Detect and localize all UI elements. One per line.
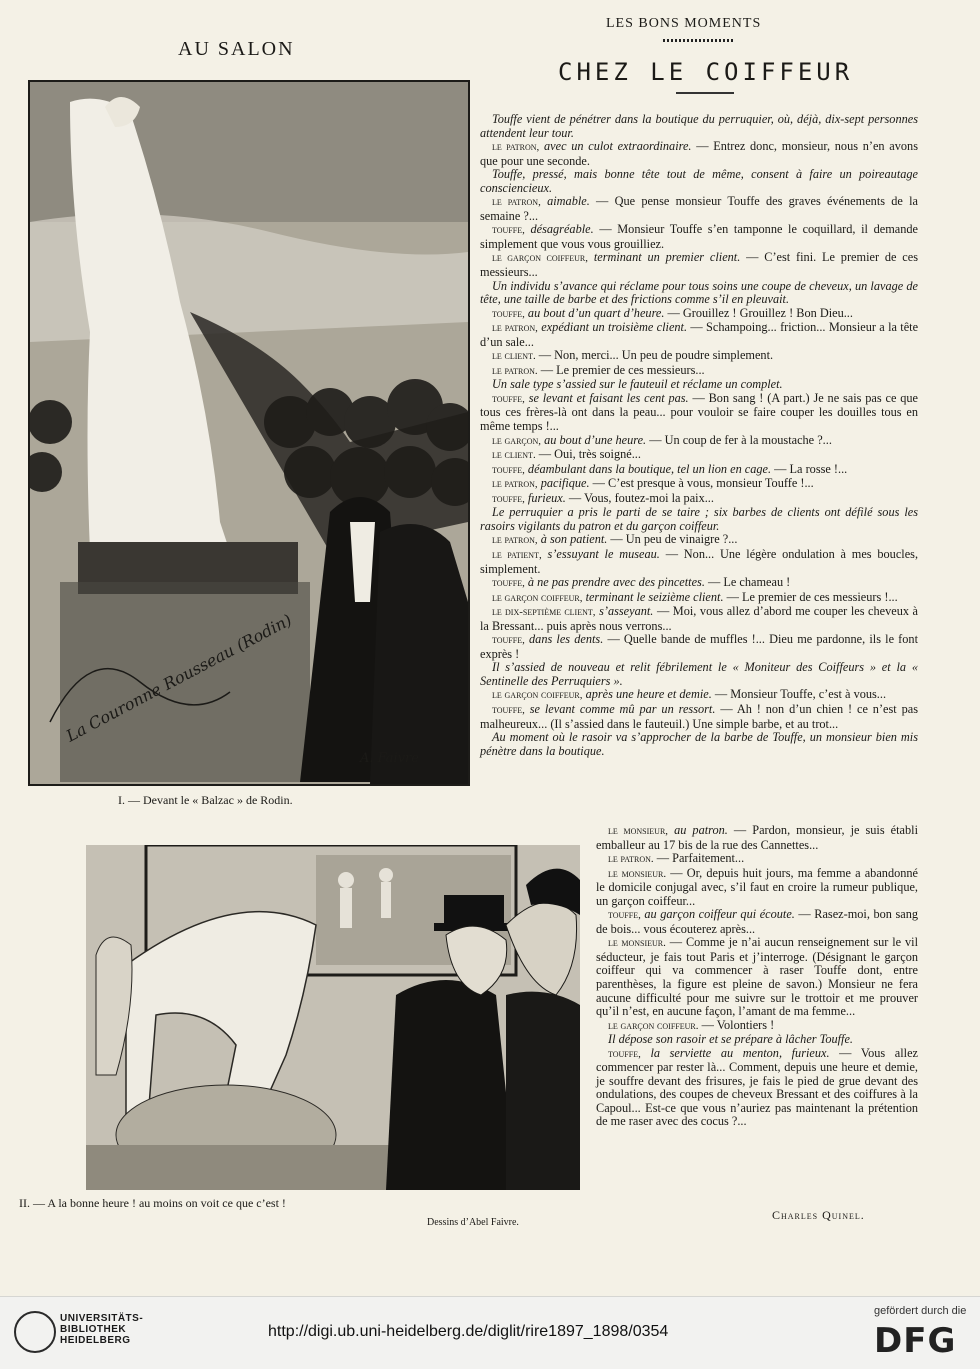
paragraph (480, 548, 918, 576)
stage-direction: après une heure et demie. (585, 687, 712, 702)
paragraph (480, 307, 918, 322)
stage-direction: se levant comme mû par un ressort. (529, 701, 716, 716)
paragraph (596, 936, 918, 1018)
paragraph (480, 591, 918, 606)
stage-direction: Un sale type s’assied sur le fauteuil et réclame un complet. (492, 377, 783, 392)
stage-direction: terminant le seizième client. (585, 589, 724, 604)
stage-direction: Touffe vient de pénétrer dans la boutique du perruquier, où, déjà, dix-sept personnes attendent leur tour. (480, 112, 918, 140)
paragraph (480, 321, 918, 349)
dialogue-text: — Le chameau ! (708, 575, 791, 590)
dialogue-text: — Moi, vous allez d’abord me couper les cheveux à la Bressant... puis après nous verrons... (480, 604, 918, 633)
paragraph (480, 463, 918, 478)
author-signature: Charles Quinel. (772, 1208, 865, 1222)
dialogue-text: — Le premier de ces messieurs... (540, 362, 705, 377)
paragraph (480, 434, 918, 449)
stage-direction: désagréable. (530, 222, 594, 237)
digitization-footer (0, 1296, 980, 1369)
dialogue-text: — Bon sang ! (A part.) Je ne sais pas ce que tous ces frères-là ont dans la peau... pour vouloir se faire couper les douilles tous en même temps !... (480, 390, 918, 434)
stage-direction: à son patient. (540, 532, 608, 547)
paragraph (480, 533, 918, 548)
dialogue-text: — Vous, foutez-moi la paix... (568, 490, 714, 505)
paragraph (480, 392, 918, 434)
stage-direction: se levant et faisant les cent pas. (528, 390, 689, 405)
paragraph (596, 824, 918, 852)
paragraph (480, 140, 918, 168)
stage-direction: au patron. (674, 823, 728, 837)
dialogue-text: — Rasez-moi, bon sang de bois... vous écouterez après... (596, 907, 919, 936)
speaker-name: le monsieur. (608, 937, 666, 950)
header-ornament-rule (663, 39, 733, 42)
title-ornament-rule (676, 92, 734, 94)
paragraph (480, 633, 918, 661)
dfg-logo: DFG (874, 1321, 957, 1361)
speaker-name: le patron. (492, 364, 538, 377)
stage-direction: la serviette au menton, furieux. (650, 1045, 830, 1060)
speaker-name: le monsieur, (608, 825, 669, 837)
drawings-credit: Dessins d’Abel Faivre. (427, 1217, 519, 1228)
paragraph (480, 364, 918, 379)
paragraph (480, 113, 918, 140)
dialogue-text: — Grouillez ! Grouillez ! Bon Dieu... (667, 305, 853, 320)
dialogue-text: — Un peu de vinaigre ?... (610, 532, 738, 547)
stage-direction: avec un culot extraordinaire. (544, 139, 692, 154)
paragraph (480, 477, 918, 492)
paragraph (480, 223, 918, 251)
dialogue-text: — Schampoing... friction... Monsieur a la tête d’un sale... (480, 320, 919, 349)
dialogue-text: — La rosse !... (774, 461, 848, 476)
dialogue-text: — Ah ! non d’un chien ! ce n’est pas malheureux... (Il s’assied dans le fauteuil.) Une simple barbe, et au trot... (480, 701, 918, 731)
illustration-1-inscription: La Couronne Rousseau (Rodin) (62, 610, 295, 746)
dialogue-text: — Monsieur Touffe s’en tamponne le coquillard, il demande simplement que vous vous grouilliez. (480, 222, 918, 251)
dialogue-text: — Vous allez commencer par rester là... Comment, depuis une heure et demie, je souffre devant des frisures, je fais le pied de grue devant des ondulations, des coupes de cheveux Bressant et des coiffures à la Capoul... Est-ce que vous n’auriez pas maintenant la prétention de me raser avec des cocus ?... (596, 1045, 919, 1129)
illustration-coiffeur-scene (86, 845, 580, 1190)
stage-direction: Au moment où le rasoir va s’approcher de la barbe de Touffe, un monsieur bien mis pénètre dans la boutique. (480, 730, 918, 758)
dialogue-text: — C’est presque à vous, monsieur Touffe !... (592, 476, 814, 491)
dialogue-text: — Le premier de ces messieurs !... (726, 589, 898, 604)
dialogue-text: — Comme je n’ai aucun renseignement sur le vil séducteur, je fais tout Paris et j’interroge. (Désignant le garçon coiffeur qui va commencer à raser Touffe dont, entre parenthèses, la figure est pleine de savon.) Monsieur ne fera aucune difficulté pour me suivre sur le trottoir et me prouver qu’il n’est, en aucune façon, l’amant de ma femme... (596, 935, 918, 1019)
dialogue-text: — C’est fini. Le premier de ces messieurs... (480, 250, 919, 280)
speaker-name: touffe, (608, 1047, 641, 1060)
stage-direction: au garçon coiffeur qui écoute. (644, 907, 795, 922)
paragraph (480, 661, 918, 688)
figure-1-caption: I. — Devant le « Balzac » de Rodin. (118, 793, 293, 807)
dialogue-text: — Un coup de fer à la moustache ?... (649, 432, 832, 447)
article-text-column-2 (596, 824, 918, 1129)
illustration-balzac-rodin (28, 80, 470, 786)
speaker-name: touffe, (492, 577, 525, 590)
figure-2-caption: II. — A la bonne heure ! au moins on voit ce que c’est ! (19, 1196, 286, 1210)
university-seal-icon (14, 1311, 56, 1353)
paragraph (480, 280, 918, 307)
speaker-name: le garçon coiffeur, (492, 689, 583, 702)
dialogue-text: — Non... Une légère ondulation à mes boucles, simplement. (480, 546, 919, 576)
stage-direction: aimable. (547, 194, 590, 209)
speaker-name: le patient, (492, 548, 542, 561)
speaker-name: le garçon, (492, 434, 542, 447)
paragraph (480, 195, 918, 223)
speaker-name: le dix-septième client, (492, 606, 596, 619)
speaker-name: touffe, (492, 634, 525, 647)
paragraph (480, 605, 918, 633)
speaker-name: le garçon coiffeur, (492, 252, 588, 265)
speaker-name: le patron, (492, 534, 538, 547)
dialogue-text: — Monsieur Touffe, c’est à vous... (714, 687, 887, 702)
stage-direction: s’asseyant. (599, 604, 654, 619)
paragraph (480, 251, 918, 279)
paragraph (480, 506, 918, 533)
left-header: AU SALON (178, 38, 295, 60)
paragraph (596, 852, 918, 867)
speaker-name: touffe, (492, 703, 525, 716)
article-text-column-1 (480, 113, 918, 758)
speaker-name: touffe, (608, 909, 641, 922)
paragraph (480, 378, 918, 392)
stage-direction: Le perruquier a pris le parti de se taire ; six barbes de clients ont défilé sous les rasoirs vigilants du patron et du garçon coiffeur. (480, 505, 918, 533)
paragraph (596, 867, 918, 909)
stage-direction: au bout d’un quart d’heure. (527, 305, 665, 320)
speaker-name: le patron, (492, 196, 541, 209)
stage-direction: furieux. (527, 490, 566, 505)
dialogue-text: — Que pense monsieur Touffe des graves événements de la semaine ?... (480, 194, 918, 223)
stage-direction: dans les dents. (529, 632, 604, 647)
illustration-2-drawing (86, 845, 580, 1190)
paragraph (480, 349, 918, 364)
stage-direction: au bout d’une heure. (544, 432, 647, 447)
dialogue-text: — Pardon, monsieur, je suis établi emballeur au 17 bis de la rue des Cannettes... (596, 823, 918, 852)
speaker-name: le garçon coiffeur, (492, 591, 583, 604)
speaker-name: le monsieur. (608, 867, 667, 880)
speaker-name: le patron, (492, 141, 540, 154)
stage-direction: à ne pas prendre avec des pincettes. (527, 575, 705, 590)
stage-direction: Il dépose son rasoir et se prépare à lâcher Touffe. (608, 1032, 854, 1047)
dialogue-text: — Quelle bande de muffles !... Dieu me pardonne, ils le font exprès ! (480, 632, 918, 661)
stage-direction: Un individu s’avance qui réclame pour tous soins une coupe de cheveux, un lavage de tête, une taille de barbe et des frictions comme s’il en pleuvait. (480, 278, 918, 307)
dialogue-text: — Volontiers ! (701, 1017, 775, 1032)
speaker-name: le patron, (492, 478, 538, 491)
dialogue-text: — Oui, très soigné... (538, 447, 641, 462)
stage-direction: déambulant dans la boutique, tel un lion en cage. (527, 461, 772, 476)
stage-direction: terminant un premier client. (593, 250, 741, 265)
speaker-name: touffe, (492, 463, 525, 476)
source-url-link[interactable]: http://digi.ub.uni-heidelberg.de/diglit/rire1897_1898/0354 (268, 1323, 669, 1340)
speaker-name: touffe, (492, 492, 525, 505)
speaker-name: le garçon coiffeur. (608, 1019, 699, 1032)
dialogue-text: — Or, depuis huit jours, ma femme a abandonné le domicile conjugal avec, s’il faut en croire la rumeur publique, un garçon coiffeur... (596, 865, 918, 908)
library-name: UNIVERSITÄTS- BIBLIOTHEK HEIDELBERG (60, 1313, 144, 1346)
illustration-1-drawing (30, 82, 468, 784)
running-head: LES BONS MOMENTS (606, 16, 762, 31)
funded-by-label: gefördert durch die (874, 1305, 967, 1317)
speaker-name: touffe, (492, 307, 525, 320)
speaker-name: le patron, (492, 322, 538, 335)
speaker-name: touffe, (492, 392, 525, 405)
paragraph (480, 688, 918, 703)
dialogue-text: — Parfaitement... (656, 851, 745, 866)
paragraph (596, 908, 918, 936)
paragraph (596, 1033, 918, 1047)
paragraph (480, 731, 918, 758)
stage-direction: expédiant un troisième client. (541, 320, 688, 335)
speaker-name: le client. (492, 449, 536, 462)
paragraph (596, 1019, 918, 1034)
speaker-name: touffe, (492, 224, 525, 237)
illustration-1-artist-signature: A. Faivre (360, 751, 419, 766)
paragraph (480, 168, 918, 195)
paragraph (480, 703, 918, 731)
paragraph (480, 576, 918, 591)
dialogue-text: — Entrez donc, monsieur, nous n’en avons que pour une seconde. (480, 139, 918, 168)
paragraph (480, 492, 918, 507)
dialogue-text: — Non, merci... Un peu de poudre simplement. (538, 348, 774, 363)
paragraph (596, 1047, 918, 1129)
article-title: CHEZ LE COIFFEUR (558, 58, 854, 86)
paragraph (480, 448, 918, 463)
stage-direction: Il s’assied de nouveau et relit fébrilement le « Moniteur des Coiffeurs » et la « Sentinelle des Perruquiers ». (480, 660, 918, 688)
stage-direction: Touffe, pressé, mais bonne tête tout de même, consent à faire un poireautage consciencieux. (480, 167, 918, 195)
speaker-name: le patron. (608, 853, 654, 866)
stage-direction: s’essuyant le museau. (547, 546, 660, 561)
stage-direction: pacifique. (540, 476, 590, 491)
speaker-name: le client. (492, 350, 536, 363)
